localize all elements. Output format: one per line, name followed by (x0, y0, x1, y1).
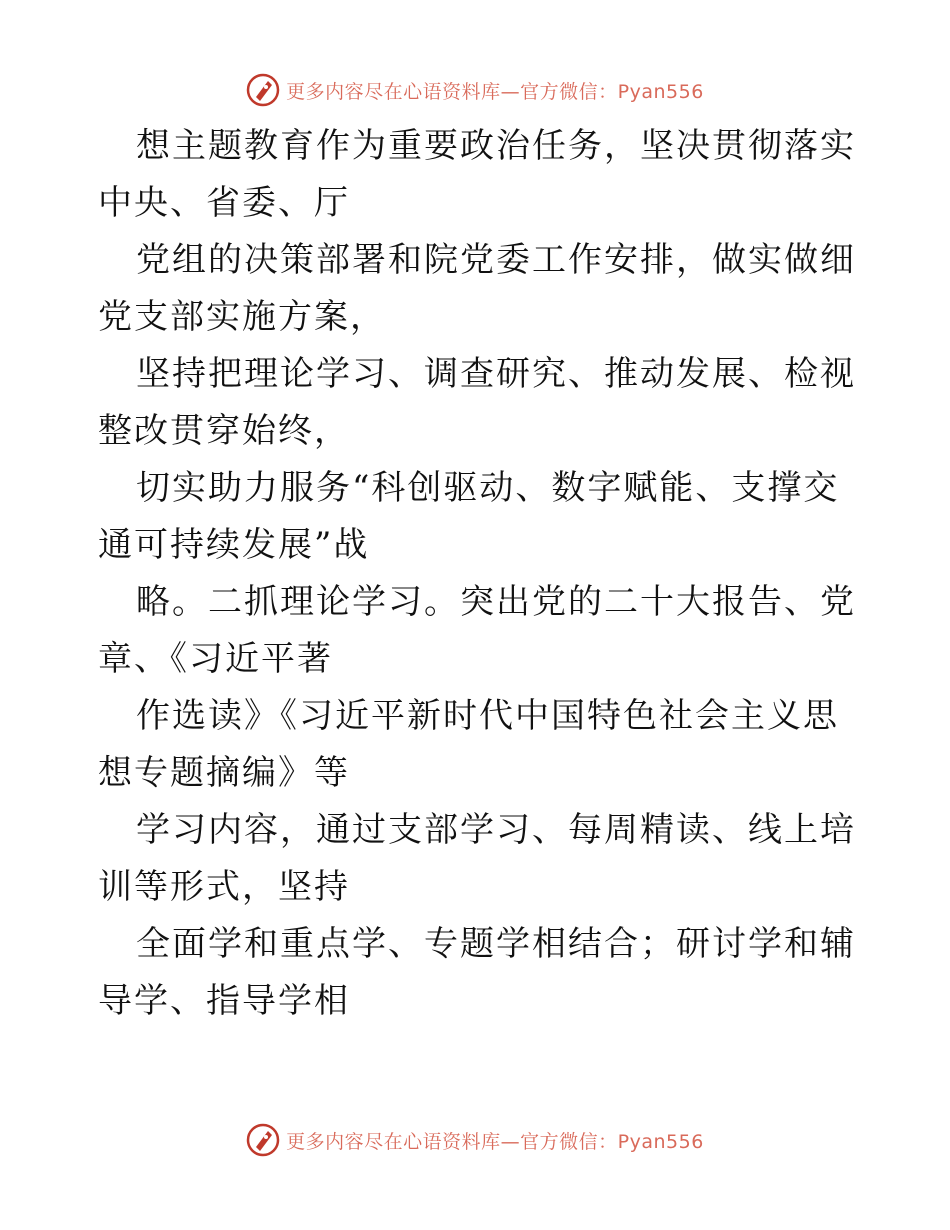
footer-watermark (0, 1120, 950, 1160)
paragraph: 党组的决策部署和院党委工作安排，做实做细党支部实施方案， (98, 240, 856, 337)
pen-nib-logo-icon (246, 73, 280, 107)
watermark-text: 更多内容尽在心语资料库—官方微信：Pyan556 (286, 80, 704, 103)
paragraph: 切实助力服务“科创驱动、数字赋能、支撑交通可持续发展”战 (98, 468, 840, 565)
document-body (98, 118, 858, 1030)
paragraph: 全面学和重点学、专题学相结合；研讨学和辅导学、指导学相 (98, 924, 856, 1021)
pen-nib-logo-icon (246, 1123, 280, 1157)
watermark-text: 更多内容尽在心语资料库—官方微信：Pyan556 (286, 1130, 704, 1153)
paragraph: 想主题教育作为重要政治任务，坚决贯彻落实中央、省委、厅 (98, 126, 856, 223)
header-watermark (0, 70, 950, 110)
paragraph: 学习内容，通过支部学习、每周精读、线上培训等形式，坚持 (98, 810, 856, 907)
paragraph: 坚持把理论学习、调查研究、推动发展、检视整改贯穿始终， (98, 354, 856, 451)
paragraph: 作选读》《习近平新时代中国特色社会主义思想专题摘编》等 (98, 696, 839, 793)
paragraph: 略。二抓理论学习。突出党的二十大报告、党章、《习近平著 (98, 582, 856, 679)
